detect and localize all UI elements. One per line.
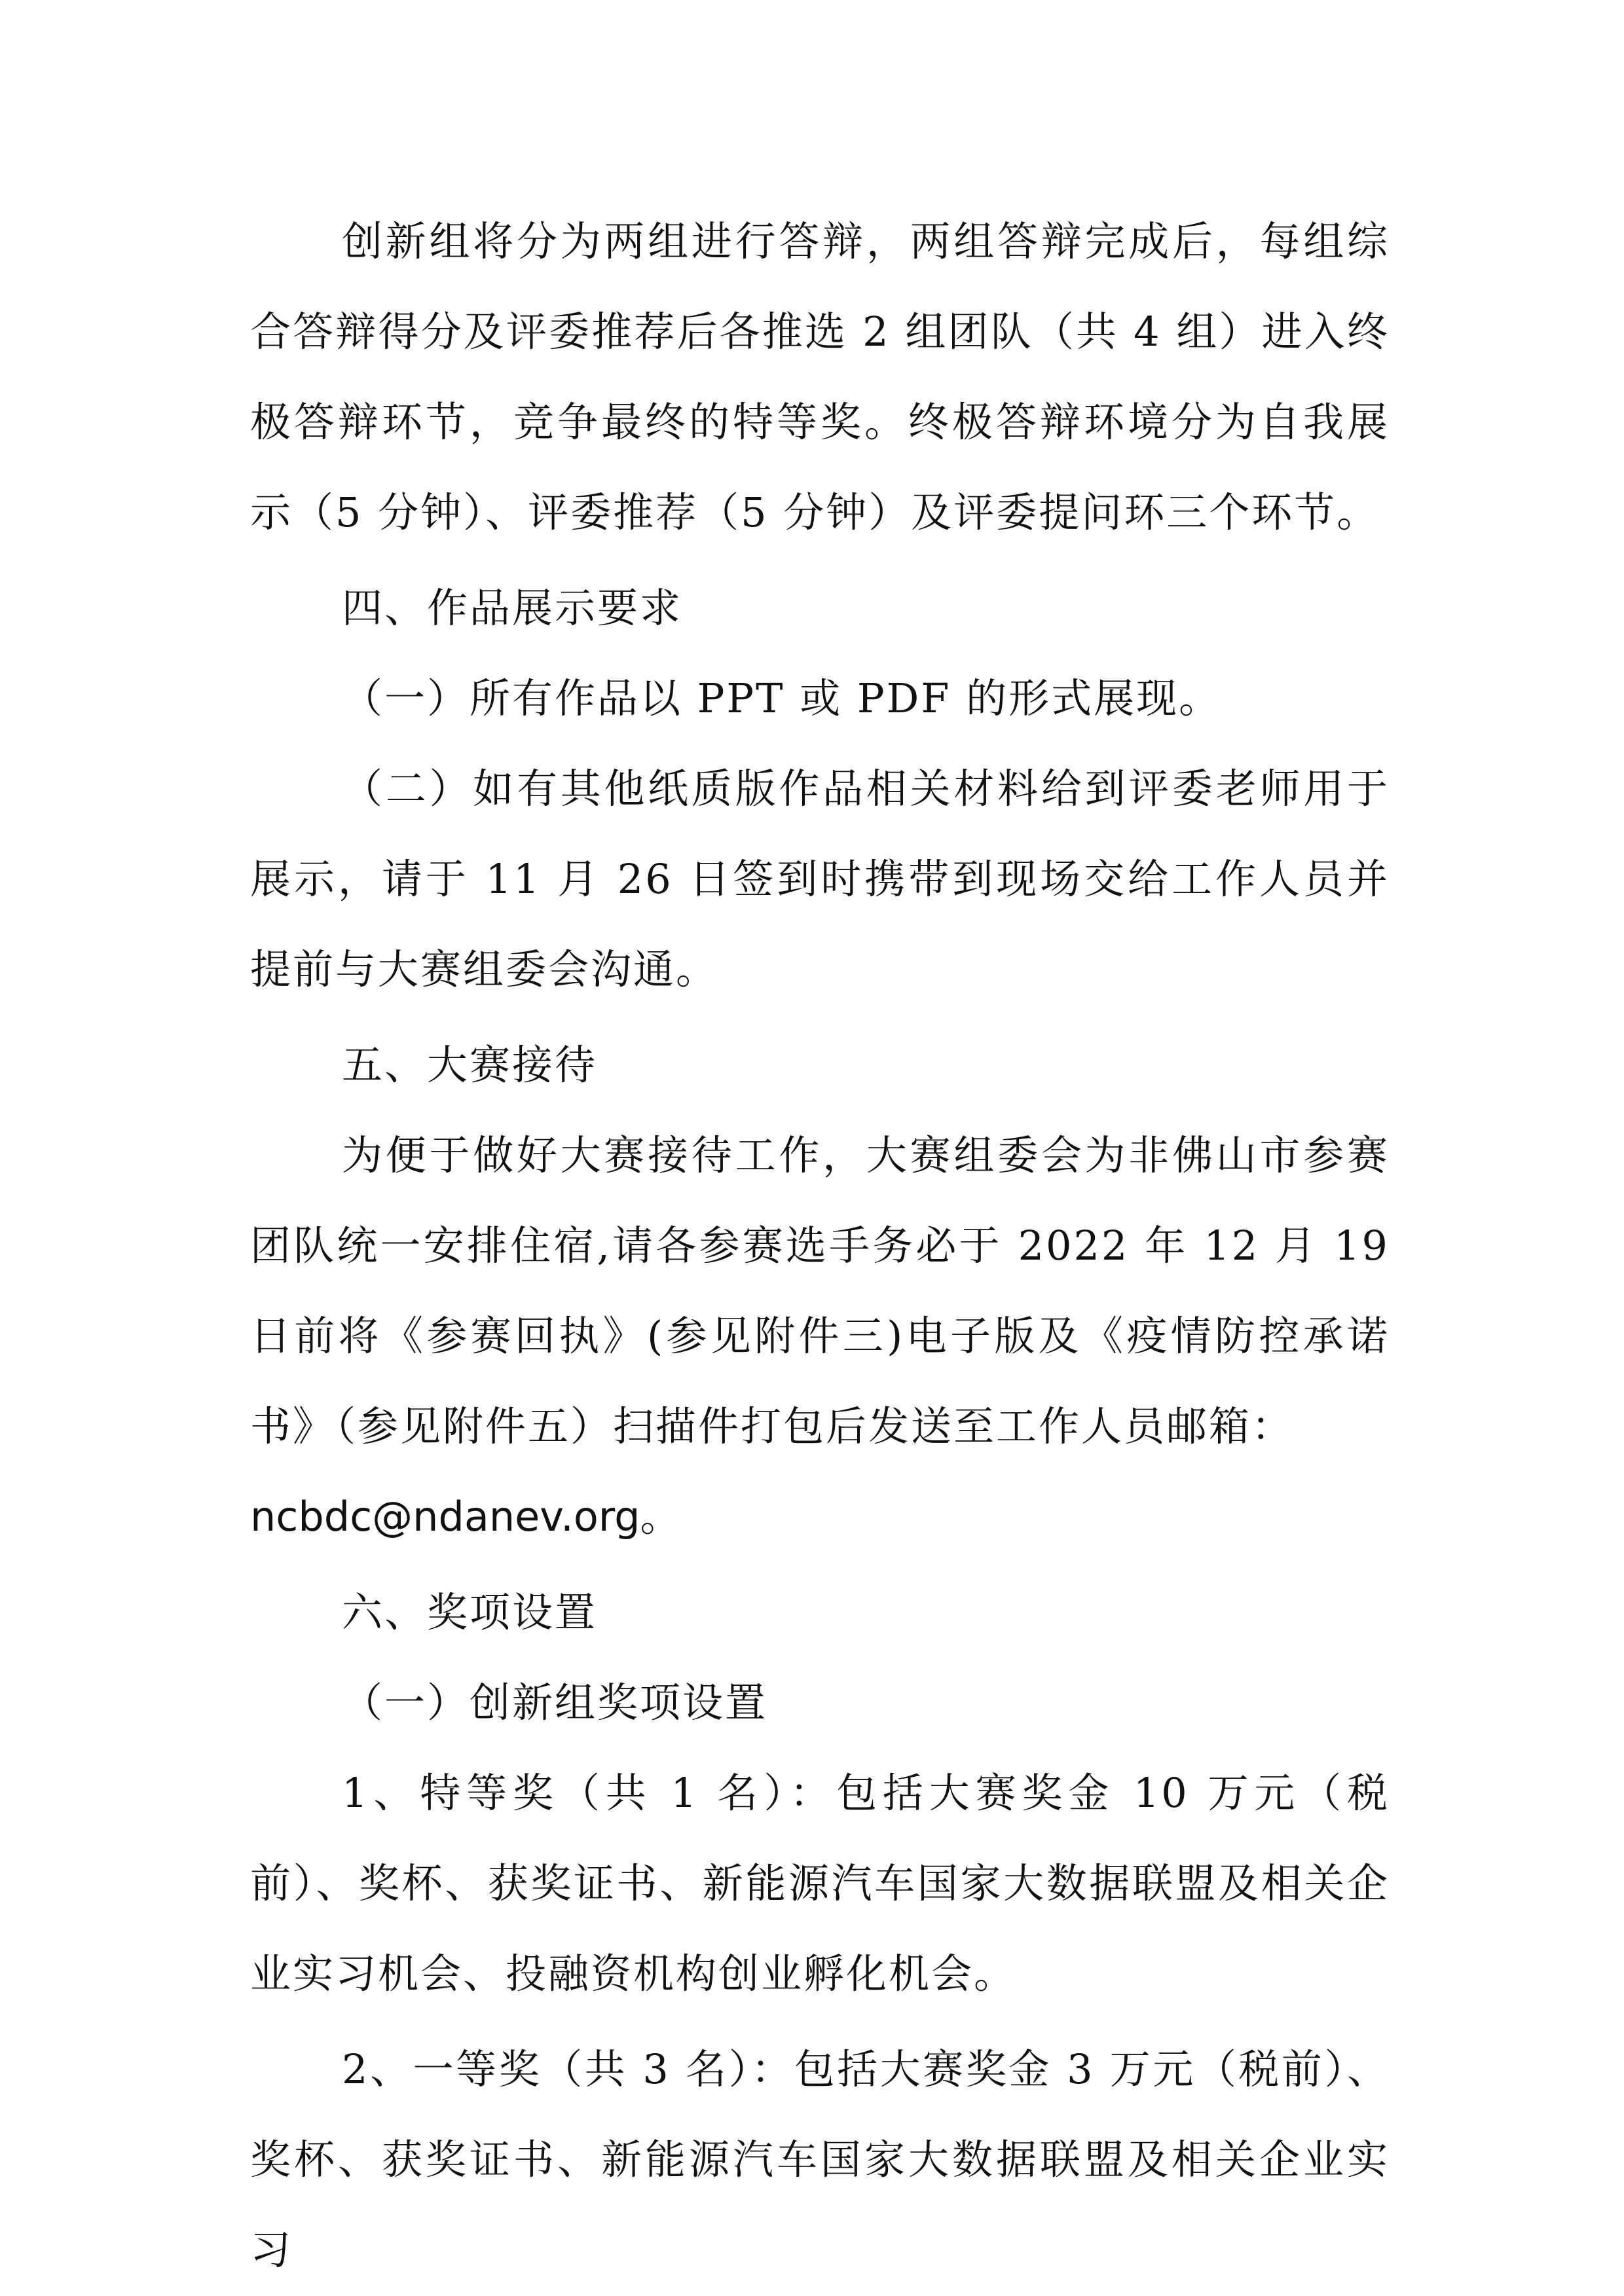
paragraph-paper-materials: （二）如有其他纸质版作品相关材料给到评委老师用于展示，请于 11 月 26 日签到时携带到现场交给工作人员并提前与大赛组委会沟通。 [250, 765, 1390, 993]
reception-text: 为便于做好大赛接待工作，大赛组委会为非佛山市参赛团队统一安排住宿,请各参赛选手务必于 2022 年 12 月 19 日前将《参赛回执》(参见附件三)电子版及《疫情防控承诺书》（参见附件五）扫描件打包后发送至工作人员邮箱： [250, 1131, 1390, 1450]
contact-email: ncbdc@ndanev.org [250, 1493, 640, 1540]
paragraph-display-format: （一）所有作品以 PPT 或 PDF 的形式展现。 [342, 674, 1222, 722]
section-heading-reception: 五、大赛接待 [342, 1041, 598, 1089]
spacer [250, 558, 1390, 563]
document-page [250, 196, 1390, 2295]
section-heading-display-requirements: 四、作品展示要求 [342, 584, 683, 632]
section-heading-awards: 六、奖项设置 [342, 1588, 598, 1636]
spacer [250, 1562, 1390, 1567]
paragraph-reception [250, 1110, 1390, 1562]
paragraph-grand-prize: 1、特等奖（共 1 名）：包括大赛奖金 10 万元（税前）、奖杯、获奖证书、新能源汽车国家大数据联盟及相关企业实习机会、投融资机构创业孵化机会。 [250, 1769, 1390, 1997]
paragraph-first-prize: 2、一等奖（共 3 名）：包括大赛奖金 3 万元（税前）、奖杯、获奖证书、新能源汽车国家大数据联盟及相关企业实习 [250, 2045, 1390, 2274]
subsection-heading-innovation-awards: （一）创新组奖项设置 [342, 1679, 768, 1726]
spacer [250, 2019, 1390, 2024]
spacer [250, 1015, 1390, 1020]
email-period: 。 [640, 1493, 683, 1540]
paragraph-defense-process: 创新组将分为两组进行答辩，两组答辩完成后，每组综合答辩得分及评委推荐后各推选 2 组团队（共 4 组）进入终极答辩环节，竞争最终的特等奖。终极答辩环境分为自我展示（5 分钟）、评委推荐（5 分钟）及评委提问环三个环节。 [250, 217, 1390, 536]
